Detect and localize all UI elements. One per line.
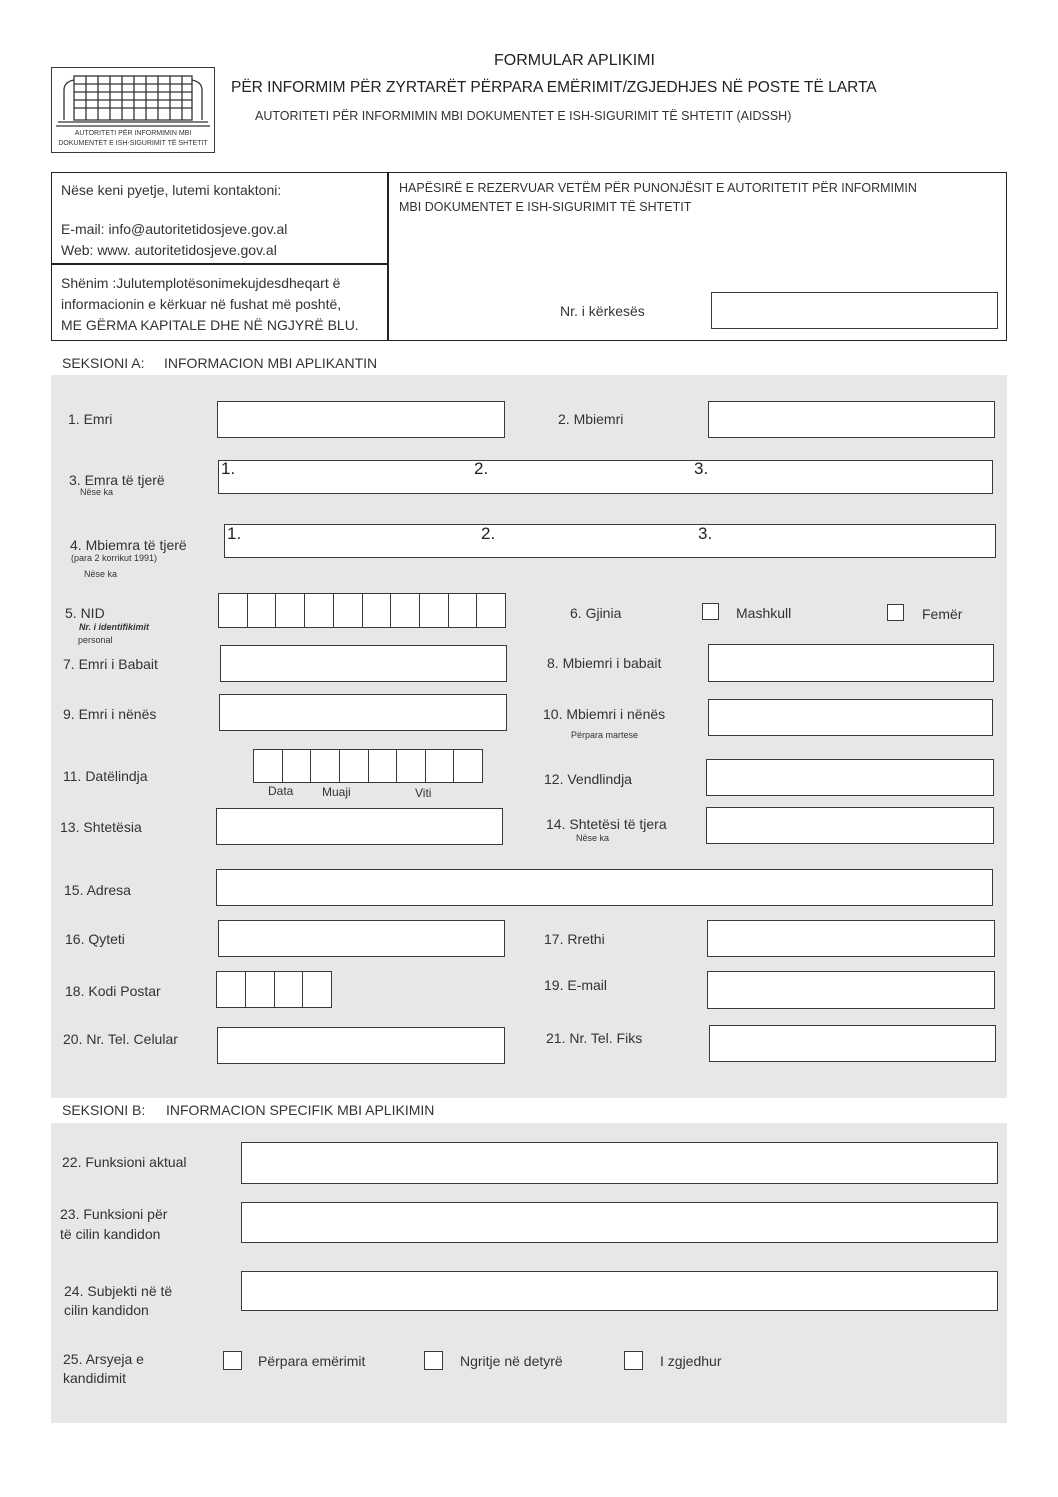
reason-promotion-label: Ngritje në detyrë — [460, 1353, 563, 1369]
reserved-line2: MBI DOKUMENTET E ISH-SIGURIMIT TË SHTETIT — [399, 200, 692, 214]
other-names-num1: 1. — [221, 459, 236, 478]
other-names-label: 3. Emra të tjerë — [69, 472, 165, 488]
other-surnames-num3: 3. — [698, 524, 713, 543]
request-number-label: Nr. i kërkesës — [560, 303, 645, 319]
landline-phone-input[interactable] — [709, 1025, 996, 1062]
current-function-label: 22. Funksioni aktual — [62, 1154, 187, 1170]
other-citizenship-input[interactable] — [706, 807, 994, 844]
mother-name-input[interactable] — [219, 694, 507, 731]
birthplace-label: 12. Vendlindja — [544, 771, 632, 787]
father-name-label: 7. Emri i Babait — [63, 656, 158, 672]
authority-name: AUTORITETI PËR INFORMIMIN MBI DOKUMENTET E ISH-SIGURIMIT TË SHTETIT (AIDSSH) — [255, 109, 792, 123]
birthplace-input[interactable] — [706, 759, 994, 796]
nid-input[interactable] — [218, 593, 506, 628]
other-names-num3: 3. — [694, 459, 709, 478]
first-name-label: 1. Emri — [68, 411, 113, 427]
section-a-label: SEKSIONI A: — [62, 355, 145, 371]
other-citizenship-label: 14. Shtetësi të tjera — [546, 816, 667, 832]
birth-date-label: 11. Datëlindja — [63, 768, 148, 784]
authority-logo — [51, 67, 215, 153]
address-input[interactable] — [216, 869, 993, 906]
last-name-input[interactable] — [708, 401, 995, 438]
note-line3: ME GËRMA KAPITALE DHE NË NGJYRË BLU. — [61, 317, 359, 333]
mobile-phone-input[interactable] — [217, 1027, 505, 1064]
other-citizenship-note: Nëse ka — [576, 833, 610, 843]
birth-date-input[interactable] — [253, 749, 483, 783]
note-line1: Shënim :Julutemplotësonimekujdesdheqart ë — [61, 275, 341, 291]
mother-surname-label: 10. Mbiemri i nënës — [543, 706, 666, 722]
citizenship-label: 13. Shtetësia — [60, 819, 142, 835]
current-function-input[interactable] — [241, 1142, 998, 1184]
candidate-function-label-1: 23. Funksioni për — [60, 1206, 168, 1222]
other-surnames-input[interactable] — [224, 524, 996, 558]
other-surnames-note1: (para 2 korrikut 1991) — [71, 553, 158, 563]
other-surnames-note2: Nëse ka — [84, 569, 118, 579]
city-input[interactable] — [218, 920, 505, 957]
mother-surname-note: Përpara martese — [571, 730, 639, 740]
city-label: 16. Qyteti — [65, 931, 125, 947]
postal-code-label: 18. Kodi Postar — [65, 983, 161, 999]
other-names-note: Nëse ka — [80, 487, 114, 497]
logo-text-line2: DOKUMENTET E ISH-SIGURIMIT TË SHTETIT — [58, 140, 208, 147]
nid-label: 5. NID — [65, 605, 105, 621]
candidate-entity-label-2: cilin kandidon — [64, 1302, 149, 1318]
contact-web[interactable]: Web: www. autoritetidosjeve.gov.al — [61, 242, 277, 258]
reason-elected-label: I zgjedhur — [660, 1353, 722, 1369]
postal-code-input[interactable] — [216, 971, 332, 1008]
request-number-field[interactable] — [711, 292, 998, 329]
other-surnames-label: 4. Mbiemra të tjerë — [70, 537, 187, 553]
address-label: 15. Adresa — [64, 882, 131, 898]
candidate-entity-input[interactable] — [241, 1271, 998, 1311]
reason-before-appointment-checkbox[interactable] — [223, 1351, 242, 1370]
candidacy-reason-label-2: kandidimit — [63, 1370, 127, 1386]
form-title: FORMULAR APLIKIMI — [494, 52, 655, 69]
reserved-line1: HAPËSIRË E REZERVUAR VETËM PËR PUNONJËSIT E AUTORITETIT PËR INFORMIMIN — [399, 181, 917, 195]
building-icon — [52, 70, 214, 130]
candidate-function-input[interactable] — [241, 1202, 998, 1243]
mother-surname-input[interactable] — [708, 699, 993, 736]
gender-male-checkbox[interactable] — [702, 603, 719, 620]
candidacy-reason-label-1: 25. Arsyeja e — [63, 1351, 144, 1367]
note-line2: informacionin e kërkuar në fushat më poshtë, — [61, 296, 342, 312]
district-input[interactable] — [707, 920, 995, 957]
landline-phone-label: 21. Nr. Tel. Fiks — [546, 1030, 643, 1046]
gender-label: 6. Gjinia — [570, 605, 622, 621]
reason-before-appointment-label: Përpara emërimit — [258, 1353, 366, 1369]
birth-date-day-label: Data — [268, 784, 294, 798]
nid-note1: Nr. i identifikimit — [79, 622, 150, 632]
other-names-num2: 2. — [474, 459, 489, 478]
other-surnames-num1: 1. — [227, 524, 242, 543]
candidate-entity-label-1: 24. Subjekti në të — [64, 1283, 173, 1299]
father-surname-label: 8. Mbiemri i babait — [547, 655, 662, 671]
first-name-input[interactable] — [217, 401, 505, 438]
other-names-input[interactable] — [218, 460, 993, 494]
section-a-title: INFORMACION MBI APLIKANTIN — [164, 355, 378, 371]
contact-divider-horizontal — [51, 263, 388, 265]
birth-date-month-label: Muaji — [322, 785, 351, 799]
mother-name-label: 9. Emri i nënës — [63, 706, 157, 722]
contact-email[interactable]: E-mail: info@autoritetidosjeve.gov.al — [61, 221, 288, 237]
gender-female-checkbox[interactable] — [887, 604, 904, 621]
citizenship-input[interactable] — [216, 808, 503, 845]
reason-elected-checkbox[interactable] — [624, 1351, 643, 1370]
candidate-function-label-2: të cilin kandidon — [60, 1226, 161, 1242]
gender-male-label: Mashkull — [736, 605, 792, 621]
last-name-label: 2. Mbiemri — [558, 411, 624, 427]
reason-promotion-checkbox[interactable] — [424, 1351, 443, 1370]
mobile-phone-label: 20. Nr. Tel. Celular — [63, 1031, 178, 1047]
email-label: 19. E-mail — [544, 977, 608, 993]
contact-question: Nëse keni pyetje, lutemi kontaktoni: — [61, 182, 282, 198]
father-surname-input[interactable] — [708, 644, 994, 682]
logo-text-line1: AUTORITETI PËR INFORMIMIN MBI — [74, 130, 192, 137]
section-b-label: SEKSIONI B: — [62, 1102, 146, 1118]
nid-note2: personal — [78, 635, 113, 645]
other-surnames-num2: 2. — [481, 524, 496, 543]
form-subtitle: PËR INFORMIM PËR ZYRTARËT PËRPARA EMËRIMIT/ZGJEDHJES NË POSTE TË LARTA — [231, 79, 877, 96]
section-b-title: INFORMACION SPECIFIK MBI APLIKIMIN — [166, 1102, 435, 1118]
email-input[interactable] — [707, 971, 995, 1009]
gender-female-label: Femër — [922, 606, 963, 622]
birth-date-year-label: Viti — [415, 786, 432, 800]
district-label: 17. Rrethi — [544, 931, 605, 947]
father-name-input[interactable] — [220, 645, 507, 682]
contact-divider-vertical — [387, 172, 389, 341]
